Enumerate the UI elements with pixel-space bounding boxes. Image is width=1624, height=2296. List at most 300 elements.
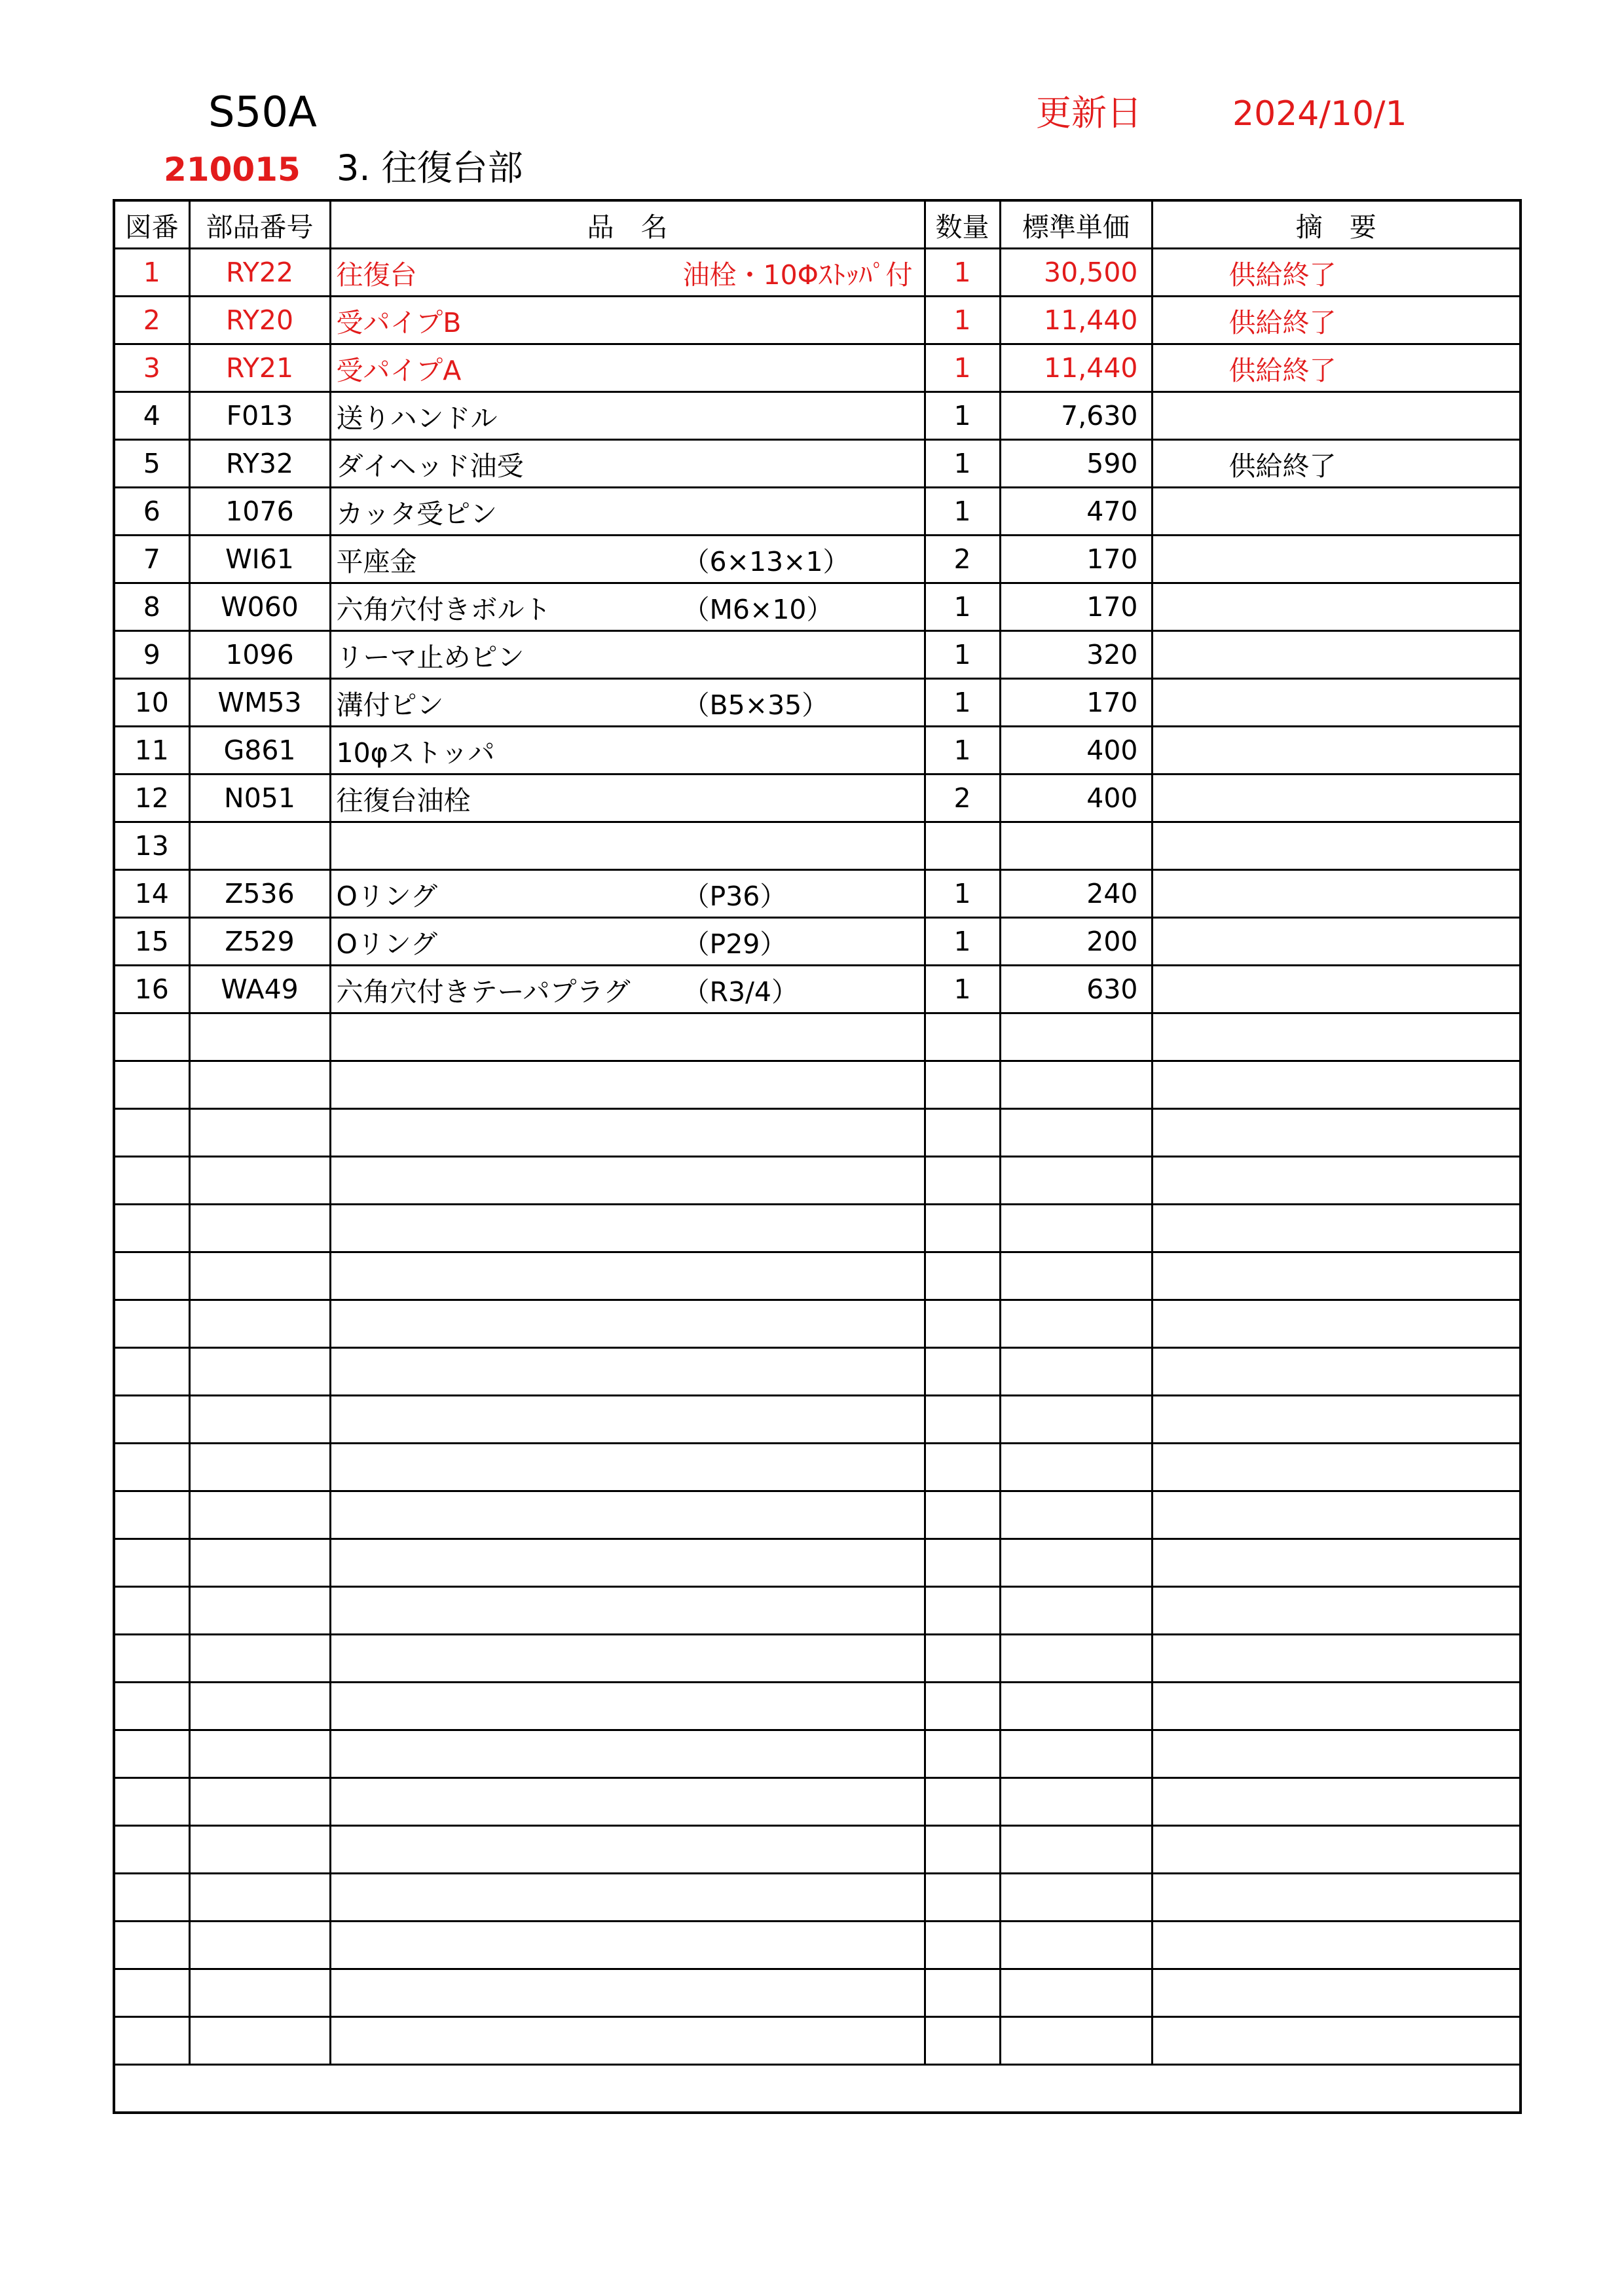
name-cell bbox=[330, 1826, 925, 1874]
qty-cell bbox=[925, 1109, 1000, 1157]
remarks-cell bbox=[1152, 1730, 1521, 1778]
table-row bbox=[114, 1635, 1521, 1683]
name-cell bbox=[330, 1396, 925, 1444]
price-cell: 170 bbox=[1000, 536, 1152, 583]
qty-cell bbox=[925, 1013, 1000, 1061]
fig-no-cell bbox=[114, 1396, 189, 1444]
part-spec: （R3/4） bbox=[682, 975, 798, 1008]
name-cell bbox=[330, 583, 925, 631]
remarks-cell bbox=[1152, 1013, 1521, 1061]
qty-cell: 1 bbox=[925, 249, 1000, 297]
price-cell bbox=[1000, 1396, 1152, 1444]
name-cell bbox=[330, 1205, 925, 1252]
part-name: 往復台油栓 bbox=[336, 784, 471, 816]
fig-no-cell: 7 bbox=[114, 536, 189, 583]
qty-cell bbox=[925, 2017, 1000, 2065]
part-no-cell: WM53 bbox=[189, 679, 330, 727]
price-cell bbox=[1000, 1778, 1152, 1826]
qty-cell bbox=[925, 1969, 1000, 2017]
qty-cell bbox=[925, 1778, 1000, 1826]
part-name: 溝付ピン bbox=[336, 689, 444, 721]
price-cell: 7,630 bbox=[1000, 392, 1152, 440]
table-row bbox=[114, 1587, 1521, 1635]
part-spec: （P29） bbox=[682, 928, 787, 960]
part-name: 10φストッパ bbox=[336, 737, 495, 769]
remarks-cell bbox=[1152, 1109, 1521, 1157]
table-row bbox=[114, 536, 1521, 583]
table-row bbox=[114, 1969, 1521, 2017]
table-row bbox=[114, 918, 1521, 966]
name-cell bbox=[330, 392, 925, 440]
fig-no-cell: 4 bbox=[114, 392, 189, 440]
remarks-cell bbox=[1152, 1587, 1521, 1635]
part-no-cell bbox=[189, 1922, 330, 1969]
part-no-cell bbox=[189, 822, 330, 870]
name-cell bbox=[330, 727, 925, 774]
fig-no-cell: 1 bbox=[114, 249, 189, 297]
section-title: 3. 往復台部 bbox=[337, 147, 523, 189]
name-cell bbox=[330, 249, 925, 297]
part-no-cell bbox=[189, 1444, 330, 1491]
name-cell bbox=[330, 1635, 925, 1683]
table-row bbox=[114, 488, 1521, 536]
part-no-cell bbox=[189, 1587, 330, 1635]
qty-cell bbox=[925, 1491, 1000, 1539]
remarks-cell bbox=[1152, 1205, 1521, 1252]
remarks-cell bbox=[1152, 1874, 1521, 1922]
remarks-cell bbox=[1152, 1157, 1521, 1205]
remarks-cell: 供給終了 bbox=[1152, 297, 1521, 344]
qty-cell: 1 bbox=[925, 583, 1000, 631]
part-no-cell: RY22 bbox=[189, 249, 330, 297]
part-no-cell bbox=[189, 1539, 330, 1587]
remarks-cell bbox=[1152, 870, 1521, 918]
table-row bbox=[114, 1922, 1521, 1969]
table-row bbox=[114, 1396, 1521, 1444]
price-cell bbox=[1000, 1539, 1152, 1587]
name-cell bbox=[330, 966, 925, 1013]
fig-no-cell: 12 bbox=[114, 774, 189, 822]
col-header-price: 標準単価 bbox=[1000, 200, 1152, 249]
price-cell bbox=[1000, 1969, 1152, 2017]
price-cell bbox=[1000, 822, 1152, 870]
fig-no-cell bbox=[114, 1730, 189, 1778]
fig-no-cell bbox=[114, 1539, 189, 1587]
name-cell bbox=[330, 344, 925, 392]
table-row bbox=[114, 344, 1521, 392]
price-cell: 470 bbox=[1000, 488, 1152, 536]
table-row bbox=[114, 2017, 1521, 2065]
part-code: 210015 bbox=[164, 151, 301, 189]
price-cell: 11,440 bbox=[1000, 344, 1152, 392]
table-row bbox=[114, 297, 1521, 344]
qty-cell bbox=[925, 1396, 1000, 1444]
table-header-row bbox=[114, 200, 1521, 249]
part-name: 平座金 bbox=[336, 545, 417, 577]
remarks-cell bbox=[1152, 1491, 1521, 1539]
name-cell bbox=[330, 1778, 925, 1826]
remarks-cell bbox=[1152, 1969, 1521, 2017]
qty-cell: 2 bbox=[925, 774, 1000, 822]
remarks-cell bbox=[1152, 1635, 1521, 1683]
remarks-cell bbox=[1152, 1396, 1521, 1444]
parts-table bbox=[113, 199, 1522, 2114]
table-row bbox=[114, 679, 1521, 727]
table-row bbox=[114, 1874, 1521, 1922]
remarks-cell: 供給終了 bbox=[1152, 344, 1521, 392]
fig-no-cell: 8 bbox=[114, 583, 189, 631]
qty-cell bbox=[925, 1826, 1000, 1874]
part-no-cell: WA49 bbox=[189, 966, 330, 1013]
col-header-name: 品 名 bbox=[330, 200, 925, 249]
fig-no-cell: 10 bbox=[114, 679, 189, 727]
price-cell bbox=[1000, 1635, 1152, 1683]
price-cell: 240 bbox=[1000, 870, 1152, 918]
name-cell bbox=[330, 1252, 925, 1300]
table-row bbox=[114, 583, 1521, 631]
remarks-cell bbox=[1152, 1683, 1521, 1730]
price-cell bbox=[1000, 1922, 1152, 1969]
qty-cell bbox=[925, 1730, 1000, 1778]
price-cell bbox=[1000, 1587, 1152, 1635]
part-no-cell bbox=[189, 1061, 330, 1109]
qty-cell bbox=[925, 1348, 1000, 1396]
part-spec: （P36） bbox=[682, 880, 787, 912]
price-cell: 400 bbox=[1000, 774, 1152, 822]
qty-cell: 1 bbox=[925, 488, 1000, 536]
remarks-cell bbox=[1152, 679, 1521, 727]
part-no-cell: WI61 bbox=[189, 536, 330, 583]
qty-cell: 1 bbox=[925, 679, 1000, 727]
fig-no-cell bbox=[114, 1826, 189, 1874]
price-cell: 11,440 bbox=[1000, 297, 1152, 344]
name-cell bbox=[330, 536, 925, 583]
price-cell bbox=[1000, 2017, 1152, 2065]
fig-no-cell bbox=[114, 1874, 189, 1922]
part-name: 受パイプB bbox=[336, 306, 462, 338]
remarks-cell bbox=[1152, 2017, 1521, 2065]
remarks-cell bbox=[1152, 1300, 1521, 1348]
remarks-cell bbox=[1152, 536, 1521, 583]
table-row bbox=[114, 822, 1521, 870]
part-name: リーマ止めピン bbox=[336, 641, 525, 673]
price-cell: 170 bbox=[1000, 679, 1152, 727]
fig-no-cell bbox=[114, 1061, 189, 1109]
part-spec: （6×13×1） bbox=[682, 545, 850, 577]
name-cell bbox=[330, 488, 925, 536]
table-row bbox=[114, 392, 1521, 440]
update-label: 更新日 bbox=[1036, 92, 1142, 134]
qty-cell: 1 bbox=[925, 440, 1000, 488]
model-name: S50A bbox=[208, 88, 317, 137]
part-no-cell: W060 bbox=[189, 583, 330, 631]
part-name: Oリング bbox=[336, 928, 437, 960]
part-name: 送りハンドル bbox=[336, 402, 498, 434]
remarks-cell bbox=[1152, 966, 1521, 1013]
name-cell bbox=[330, 1683, 925, 1730]
part-name: 往復台 bbox=[336, 259, 417, 291]
table-row bbox=[114, 1683, 1521, 1730]
footer-cell bbox=[114, 2065, 1521, 2113]
part-name: ダイヘッド油受 bbox=[336, 450, 524, 482]
qty-cell: 1 bbox=[925, 392, 1000, 440]
qty-cell: 1 bbox=[925, 966, 1000, 1013]
price-cell: 320 bbox=[1000, 631, 1152, 679]
part-no-cell: RY21 bbox=[189, 344, 330, 392]
part-no-cell: 1076 bbox=[189, 488, 330, 536]
price-cell bbox=[1000, 1157, 1152, 1205]
part-no-cell bbox=[189, 1396, 330, 1444]
fig-no-cell bbox=[114, 1252, 189, 1300]
qty-cell: 1 bbox=[925, 297, 1000, 344]
part-no-cell bbox=[189, 1730, 330, 1778]
fig-no-cell: 2 bbox=[114, 297, 189, 344]
qty-cell: 1 bbox=[925, 631, 1000, 679]
part-no-cell bbox=[189, 1969, 330, 2017]
remarks-cell bbox=[1152, 1826, 1521, 1874]
fig-no-cell bbox=[114, 1969, 189, 2017]
price-cell bbox=[1000, 1348, 1152, 1396]
table-row bbox=[114, 249, 1521, 297]
part-no-cell bbox=[189, 1683, 330, 1730]
table-row bbox=[114, 1109, 1521, 1157]
qty-cell bbox=[925, 1587, 1000, 1635]
qty-cell bbox=[925, 1205, 1000, 1252]
name-cell bbox=[330, 1444, 925, 1491]
fig-no-cell bbox=[114, 2017, 189, 2065]
col-header-fig-no: 図番 bbox=[114, 200, 189, 249]
table-row bbox=[114, 727, 1521, 774]
price-cell bbox=[1000, 1491, 1152, 1539]
remarks-cell bbox=[1152, 1348, 1521, 1396]
price-cell bbox=[1000, 1874, 1152, 1922]
fig-no-cell: 13 bbox=[114, 822, 189, 870]
part-no-cell: Z536 bbox=[189, 870, 330, 918]
part-spec: （B5×35） bbox=[682, 689, 829, 721]
part-name: カッタ受ピン bbox=[336, 498, 498, 530]
fig-no-cell bbox=[114, 1683, 189, 1730]
price-cell bbox=[1000, 1730, 1152, 1778]
fig-no-cell: 5 bbox=[114, 440, 189, 488]
fig-no-cell bbox=[114, 1922, 189, 1969]
remarks-cell bbox=[1152, 1444, 1521, 1491]
fig-no-cell bbox=[114, 1157, 189, 1205]
qty-cell bbox=[925, 1444, 1000, 1491]
name-cell bbox=[330, 631, 925, 679]
fig-no-cell: 9 bbox=[114, 631, 189, 679]
table-row bbox=[114, 1348, 1521, 1396]
part-no-cell: 1096 bbox=[189, 631, 330, 679]
name-cell bbox=[330, 1730, 925, 1778]
price-cell bbox=[1000, 1109, 1152, 1157]
remarks-cell bbox=[1152, 822, 1521, 870]
remarks-cell bbox=[1152, 918, 1521, 966]
fig-no-cell bbox=[114, 1300, 189, 1348]
part-no-cell bbox=[189, 1635, 330, 1683]
price-cell: 630 bbox=[1000, 966, 1152, 1013]
part-spec: （M6×10） bbox=[682, 593, 834, 625]
part-no-cell bbox=[189, 1205, 330, 1252]
table-row bbox=[114, 1826, 1521, 1874]
table-row bbox=[114, 631, 1521, 679]
remarks-cell bbox=[1152, 1922, 1521, 1969]
price-cell bbox=[1000, 1826, 1152, 1874]
qty-cell: 1 bbox=[925, 918, 1000, 966]
name-cell bbox=[330, 822, 925, 870]
part-no-cell: Z529 bbox=[189, 918, 330, 966]
table-row bbox=[114, 1444, 1521, 1491]
price-cell bbox=[1000, 1205, 1152, 1252]
qty-cell bbox=[925, 1061, 1000, 1109]
fig-no-cell bbox=[114, 1635, 189, 1683]
table-row bbox=[114, 1778, 1521, 1826]
table-row bbox=[114, 1061, 1521, 1109]
price-cell: 200 bbox=[1000, 918, 1152, 966]
part-name: 六角穴付きボルト bbox=[336, 593, 551, 625]
price-cell: 170 bbox=[1000, 583, 1152, 631]
price-cell bbox=[1000, 1300, 1152, 1348]
table-row bbox=[114, 1491, 1521, 1539]
price-cell: 30,500 bbox=[1000, 249, 1152, 297]
table-row bbox=[114, 1252, 1521, 1300]
name-cell bbox=[330, 1969, 925, 2017]
name-cell bbox=[330, 1013, 925, 1061]
fig-no-cell bbox=[114, 1778, 189, 1826]
qty-cell: 1 bbox=[925, 344, 1000, 392]
price-cell bbox=[1000, 1061, 1152, 1109]
qty-cell bbox=[925, 1922, 1000, 1969]
remarks-cell bbox=[1152, 631, 1521, 679]
table-row bbox=[114, 1205, 1521, 1252]
table-row bbox=[114, 1300, 1521, 1348]
price-cell: 590 bbox=[1000, 440, 1152, 488]
part-no-cell bbox=[189, 1300, 330, 1348]
part-no-cell bbox=[189, 1348, 330, 1396]
part-no-cell bbox=[189, 1109, 330, 1157]
fig-no-cell bbox=[114, 1205, 189, 1252]
part-no-cell: RY20 bbox=[189, 297, 330, 344]
table-row bbox=[114, 1539, 1521, 1587]
fig-no-cell: 15 bbox=[114, 918, 189, 966]
part-no-cell: G861 bbox=[189, 727, 330, 774]
fig-no-cell bbox=[114, 1013, 189, 1061]
name-cell bbox=[330, 1587, 925, 1635]
table-row bbox=[114, 1157, 1521, 1205]
part-no-cell bbox=[189, 1013, 330, 1061]
name-cell bbox=[330, 679, 925, 727]
part-no-cell bbox=[189, 2017, 330, 2065]
qty-cell bbox=[925, 1157, 1000, 1205]
fig-no-cell: 14 bbox=[114, 870, 189, 918]
part-name: 受パイプA bbox=[336, 354, 462, 386]
part-no-cell bbox=[189, 1778, 330, 1826]
part-name: Oリング bbox=[336, 880, 437, 912]
remarks-cell bbox=[1152, 488, 1521, 536]
part-name: 六角穴付きテーパプラグ bbox=[336, 975, 631, 1008]
fig-no-cell bbox=[114, 1587, 189, 1635]
qty-cell bbox=[925, 1874, 1000, 1922]
price-cell bbox=[1000, 1444, 1152, 1491]
name-cell bbox=[330, 1491, 925, 1539]
part-no-cell: F013 bbox=[189, 392, 330, 440]
fig-no-cell bbox=[114, 1491, 189, 1539]
table-row bbox=[114, 1013, 1521, 1061]
name-cell bbox=[330, 870, 925, 918]
remarks-cell bbox=[1152, 1252, 1521, 1300]
fig-no-cell bbox=[114, 1109, 189, 1157]
col-header-qty: 数量 bbox=[925, 200, 1000, 249]
remarks-cell bbox=[1152, 727, 1521, 774]
qty-cell bbox=[925, 1635, 1000, 1683]
fig-no-cell: 16 bbox=[114, 966, 189, 1013]
name-cell bbox=[330, 774, 925, 822]
name-cell bbox=[330, 297, 925, 344]
remarks-cell bbox=[1152, 1061, 1521, 1109]
remarks-cell: 供給終了 bbox=[1152, 249, 1521, 297]
part-no-cell bbox=[189, 1252, 330, 1300]
fig-no-cell: 3 bbox=[114, 344, 189, 392]
part-spec: 油栓・10Φｽﾄｯﾊﾟ付 bbox=[682, 259, 913, 291]
name-cell bbox=[330, 1109, 925, 1157]
name-cell bbox=[330, 2017, 925, 2065]
qty-cell: 2 bbox=[925, 536, 1000, 583]
part-no-cell: N051 bbox=[189, 774, 330, 822]
qty-cell bbox=[925, 1539, 1000, 1587]
qty-cell: 1 bbox=[925, 870, 1000, 918]
table-footer-row bbox=[114, 2065, 1521, 2113]
price-cell bbox=[1000, 1683, 1152, 1730]
fig-no-cell: 11 bbox=[114, 727, 189, 774]
remarks-cell bbox=[1152, 1778, 1521, 1826]
qty-cell bbox=[925, 1683, 1000, 1730]
remarks-cell bbox=[1152, 392, 1521, 440]
name-cell bbox=[330, 1061, 925, 1109]
table-row bbox=[114, 966, 1521, 1013]
col-header-part-no: 部品番号 bbox=[189, 200, 330, 249]
price-cell bbox=[1000, 1252, 1152, 1300]
name-cell bbox=[330, 1922, 925, 1969]
name-cell bbox=[330, 1348, 925, 1396]
qty-cell bbox=[925, 1252, 1000, 1300]
name-cell bbox=[330, 1539, 925, 1587]
remarks-cell: 供給終了 bbox=[1152, 440, 1521, 488]
fig-no-cell bbox=[114, 1348, 189, 1396]
part-no-cell bbox=[189, 1874, 330, 1922]
table-row bbox=[114, 440, 1521, 488]
part-no-cell: RY32 bbox=[189, 440, 330, 488]
table-row bbox=[114, 1730, 1521, 1778]
remarks-cell bbox=[1152, 583, 1521, 631]
part-no-cell bbox=[189, 1491, 330, 1539]
price-cell: 400 bbox=[1000, 727, 1152, 774]
update-date: 2024/10/1 bbox=[1232, 94, 1407, 134]
qty-cell bbox=[925, 1300, 1000, 1348]
qty-cell bbox=[925, 822, 1000, 870]
col-header-remarks: 摘 要 bbox=[1152, 200, 1521, 249]
table-body bbox=[114, 249, 1521, 2113]
fig-no-cell: 6 bbox=[114, 488, 189, 536]
table-row bbox=[114, 774, 1521, 822]
name-cell bbox=[330, 1157, 925, 1205]
qty-cell: 1 bbox=[925, 727, 1000, 774]
fig-no-cell bbox=[114, 1444, 189, 1491]
name-cell bbox=[330, 440, 925, 488]
part-no-cell bbox=[189, 1826, 330, 1874]
name-cell bbox=[330, 918, 925, 966]
remarks-cell bbox=[1152, 774, 1521, 822]
part-no-cell bbox=[189, 1157, 330, 1205]
name-cell bbox=[330, 1300, 925, 1348]
